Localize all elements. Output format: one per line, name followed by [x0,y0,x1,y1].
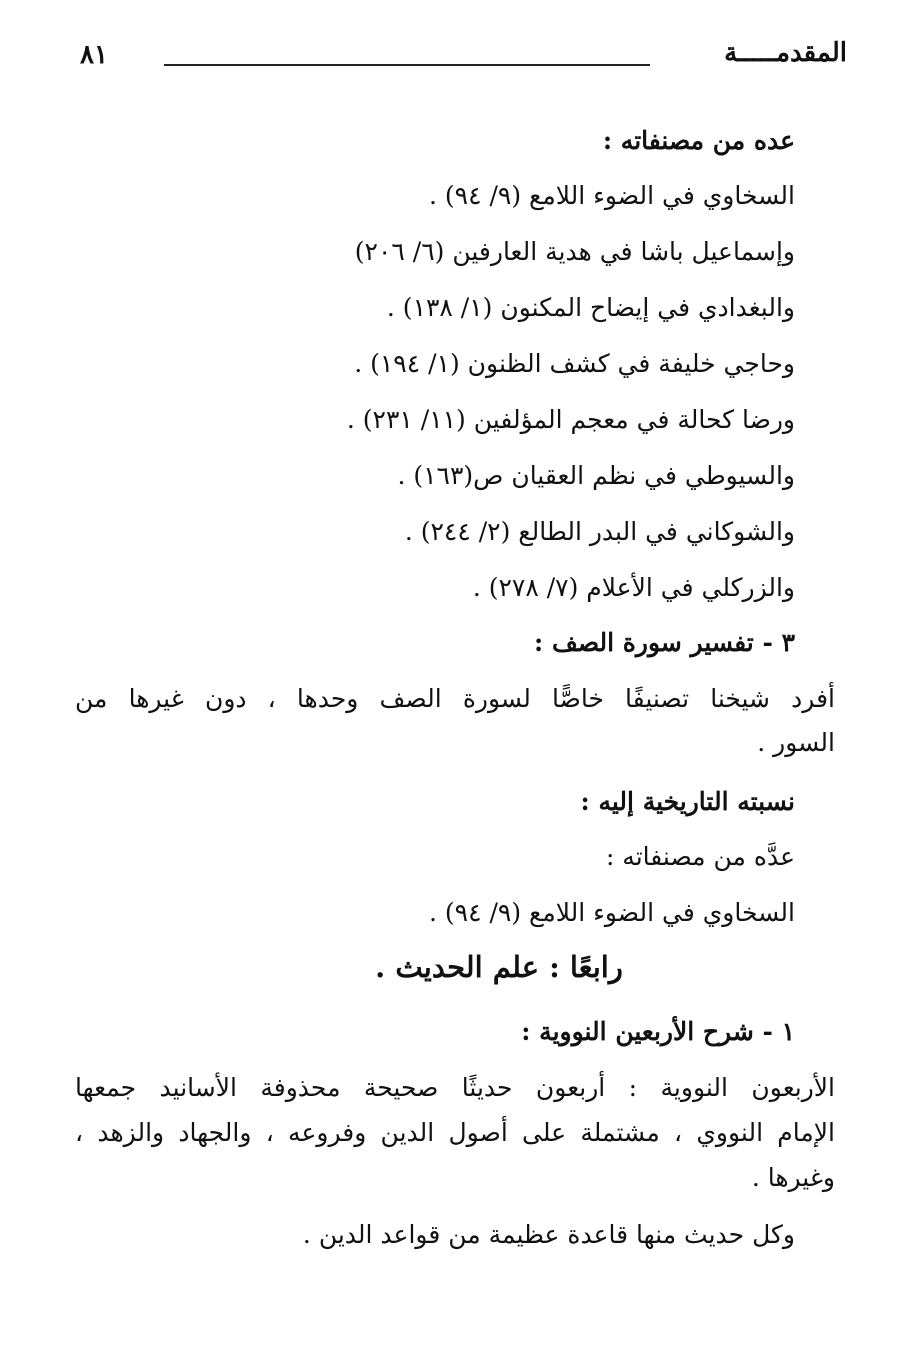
chapter-heading-hadith: رابعًا : علم الحديث . [375,950,623,984]
line-attribution-heading: نسبته التاريخية إليه : [580,787,795,816]
page-number: ٨١ [80,40,108,70]
line-source-zirikli: والزركلي في الأعلام (٧/ ٢٧٨) . [472,573,795,602]
paragraph-line: الإمام النووي ، مشتملة على أصول الدين وفروعه ، والجهاد والزهد ، [75,1118,835,1147]
line-source-shawkani: والشوكاني في البدر الطالع (٢/ ٢٤٤) . [404,517,795,546]
line-source-baghdadi: والبغدادي في إيضاح المكنون (١/ ١٣٨) . [386,293,795,322]
line-source-sakhawi-2: السخاوي في الضوء اللامع (٩/ ٩٤) . [428,898,795,927]
paragraph-line: أفرد شيخنا تصنيفًا خاصًّا لسورة الصف وحدها ، دون غيرها من [75,684,835,713]
line-sources-heading: عده من مصنفاته : [602,126,795,155]
running-header-title: المقدمـــــة [724,38,847,68]
section-heading-tafsir-saff: ٣ - تفسير سورة الصف : [534,628,795,657]
line-source-sakhawi: السخاوي في الضوء اللامع (٩/ ٩٤) . [428,181,795,210]
paragraph-line-end: وغيرها . [751,1163,835,1192]
header-rule [164,64,650,66]
line-source-haji-khalifa: وحاجي خليفة في كشف الظنون (١/ ١٩٤) . [354,349,795,378]
section-heading-arbaeen: ١ - شرح الأربعين النووية : [521,1017,795,1046]
paragraph-line: وكل حديث منها قاعدة عظيمة من قواعد الدين . [302,1220,795,1249]
line-source-suyuti: والسيوطي في نظم العقيان ص(١٦٣) . [397,461,795,490]
paragraph-line: الأربعون النووية : أربعون حديثًا صحيحة محذوفة الأسانيد جمعها [75,1073,835,1102]
paragraph-line-end: السور . [757,728,835,757]
line-sources-heading-2: عدَّه من مصنفاته : [605,842,795,871]
line-source-kahhala: ورضا كحالة في معجم المؤلفين (١١/ ٢٣١) . [346,405,795,434]
line-source-ismail-pasha: وإسماعيل باشا في هدية العارفين (٦/ ٢٠٦) [354,237,795,266]
